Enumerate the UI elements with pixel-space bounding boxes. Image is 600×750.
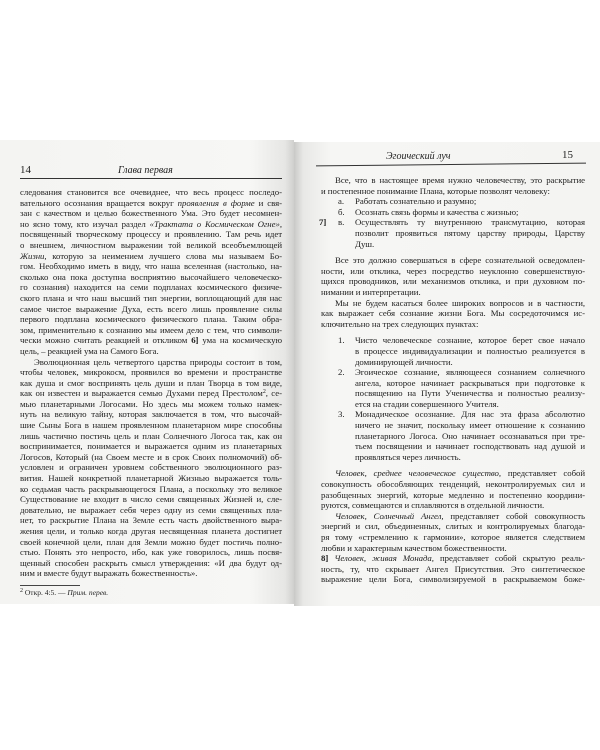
text-line [321,543,585,554]
text-line [20,314,282,325]
text-segment: позволит проявиться пятому царству природы, Царству [355,227,585,238]
text-line [321,511,585,522]
text-line [355,367,585,378]
text-line [321,532,585,543]
text-segment: , се- [265,388,283,399]
text-segment: своей конечной цели, план для Земли можно будет постичь полно- [20,536,282,547]
text-segment: жения цели, и только когда другая несвященная планета достигнет [20,526,282,536]
list-marker: а. [338,196,345,207]
text-line [355,452,585,463]
text-segment: Мы не будем касаться более широких вопросов и в частности, [335,297,585,308]
text-segment: первого подплана космического физического плана. Таким обра- [20,314,282,325]
text-segment: энергий и сил, объединенных, слитых и контролируемых благода- [321,521,585,532]
text-segment: Человек, среднее человеческое существо, [335,468,502,479]
text-line [321,298,585,309]
text-line [20,484,282,495]
text-segment: Душ. [355,238,375,249]
text-line [321,521,585,532]
paragraph [321,298,585,330]
text-line [355,335,585,346]
text-line [20,526,282,537]
text-line [20,261,282,272]
text-line [20,558,282,569]
text-segment: посвященный творческому процессу и проявлению. Там речь идет [20,229,282,240]
paragraph [20,357,282,579]
text-line [321,553,585,564]
text-segment: Осуществлять ту внутреннюю трансмутацию, которая [355,217,585,228]
text-segment: стью. Понять это непросто, ибо, как уже говорилось, лишь посвя- [20,547,282,558]
footnote-text: Откр. 4:5. — [23,588,68,597]
text-segment: о внешнем, личностном выражении той великой всеобъемлющей [20,239,282,250]
text-segment: Существование не входит в число семи священных Жизней и, сле- [20,494,282,505]
text-line [321,255,585,266]
text-segment: ется на стадии совершенного Учителя. [355,398,499,409]
text-segment: чтобы человек, микрокосм, проявился во времени и пространстве [20,367,282,378]
text-line [355,388,585,399]
text-segment: Чисто человеческое сознание, которое берет свое начало [355,335,585,346]
footnote [20,588,108,597]
text-line [355,441,585,452]
text-line [355,346,585,357]
text-segment: Эволюционная цель четвертого царства природы состоит в том, [34,356,282,367]
text-segment: и постепенное понимание Плана, которые позволят человеку: [321,185,550,196]
text-line [20,537,282,548]
text-segment: совокупность обособляющих тенденций, неконтролируемых сил и [321,479,585,490]
text-segment: проявляться через личность. [355,451,461,462]
text-segment: зан с качеством и целью божественного Ума. Это будет несомнен- [20,208,282,219]
text-segment: и свя- [254,197,282,208]
text-segment: представляет собой [501,468,585,479]
text-segment: Эгоическое сознание, являющееся сознанием солнечного [355,367,585,378]
paragraph [321,553,585,585]
text-segment: как душа и смог воспринять цель души и план Творца в том виде, [20,377,282,388]
text-line [355,399,585,410]
text-line [355,207,585,218]
text-segment: довательно, не выражает себя через одну из семи священных пла- [20,504,282,515]
text-segment: ним и вместе будут выражать божественность». [20,568,198,579]
text-segment: Жизни [20,250,45,261]
text-segment: как он известен и выражается семью Духами перед Престолом [20,388,263,399]
text-line [20,240,282,251]
text-line [20,198,282,209]
text-line [20,431,282,442]
text-line [321,319,585,330]
text-segment: сколько она пока доступна восприятию высочайшего человеческо- [20,271,282,282]
text-line [20,441,282,452]
list-marker: 3. [338,409,345,420]
text-segment: , которую за неимением лучшего слова мы называем Бо- [44,250,282,261]
text-line [20,208,282,219]
text-segment: ничего не значит, поскольку имеет отношение к сознанию [355,420,585,431]
text-line [321,564,585,575]
text-line [20,272,282,283]
footnote-mark: 2 [20,588,23,594]
paragraph [321,255,585,297]
text-segment: как выражает себя сознание жизни Бога. Мы сосредоточимся ис- [321,308,585,319]
text-segment: Логосов, Который (на Своем месте и в срок Своих полномочий) об- [20,451,282,462]
text-segment: Все, что в настоящее время нужно человечеству, это раскрытие [335,175,585,185]
text-segment: самое чистое выражение Духа, есть всего лишь проявление силы [20,303,282,314]
text-segment: зом, применительно к сознанию мы имеем дело с тем, что символи- [20,324,282,335]
text-line [20,229,282,240]
paragraph [20,187,282,357]
text-line [20,282,282,293]
text-line [355,239,585,250]
text-segment: гом. Необходимо иметь в виду, что наша вселенная (настолько, на- [20,261,282,272]
text-segment: щихся проводников, или механизмов отклика, и при духовном по- [321,276,585,287]
list-marker: в. [338,217,345,228]
text-line [321,266,585,277]
text-segment: ского плана и что наш высший тип энергии, воплощающий для нас [20,292,282,303]
text-segment: го сознания) находится на семи подпланах космического физиче- [20,282,282,293]
text-segment: доминирующей личности. [355,356,453,367]
text-line [20,494,282,505]
text-segment: лишь частично постичь цель и план Солнечного Логоса так, как он [20,430,282,441]
list-marker: 2. [338,367,345,378]
original-page-marker: 6] [191,335,199,346]
text-line [355,431,585,442]
text-segment: представляет собой скрытую реаль- [433,553,585,564]
list-item [321,207,585,218]
running-title: Эгоический луч [386,151,451,162]
text-segment: но ясно тому, кто изучал раздел [20,218,150,229]
text-line [20,335,282,346]
text-segment: нимании и интерпретации. [321,286,421,297]
left-page [0,140,294,604]
text-line [20,462,282,473]
page-number: 14 [20,164,31,176]
text-line [355,196,585,207]
text-line [20,452,282,463]
text-line [20,251,282,262]
text-line [20,568,282,579]
text-segment: ность, ту, что скрывает Ангел Присутствия. Это синтетическое [321,563,585,574]
text-segment: посвящению на Пути Ученичества и полностью реализу- [355,388,585,399]
text-line [20,304,282,315]
text-segment: планетарного Логоса. Оно начинает осознаваться при тре- [355,430,585,441]
list-item [321,196,585,207]
paragraph [321,468,585,510]
text-segment: ума на космическую [198,335,282,346]
text-line [20,293,282,304]
text-line [20,388,282,399]
paragraph [321,511,585,553]
text-segment: ности, или отклика, через посредство неуклонно совершенствую- [321,265,585,276]
footnote-note: Прим. перев. [67,588,109,597]
text-line [20,219,282,230]
original-page-marker: 7] [319,217,327,228]
text-line [321,276,585,287]
text-segment: нуть на великую тайну, которая заключается в том, что высочай- [20,409,282,420]
text-segment: представляет собой совокупность [443,510,585,521]
text-line [355,357,585,368]
list-item [321,335,585,367]
text-line [20,515,282,526]
text-segment: условлен и ограничен уровнем собственного эволюционного раз- [20,462,282,473]
text-line [20,367,282,378]
text-segment: Монадическое осознание. Для нас эта фраза абсолютно [355,409,585,420]
right-page [294,142,600,606]
paragraph [321,175,585,196]
text-line [355,228,585,239]
text-line [20,505,282,516]
text-line [355,217,585,228]
list [321,196,585,249]
text-segment: Работать сознательно и разумно; [355,196,477,207]
list-marker: б. [338,206,345,217]
text-line [321,308,585,319]
text-segment: Человек, Солнечный Ангел, [335,510,444,521]
text-segment: любви и характерным качеством божественности. [321,542,507,553]
text-line [321,500,585,511]
text-segment: следования становится все очевиднее, что весь процесс последо- [20,187,282,197]
list-item [321,217,585,249]
text-line [20,547,282,558]
text-segment: ко седьмая часть раскрывающегося Плана, а поскольку это великое [20,483,282,494]
header-rule [20,178,282,179]
header-rule [316,163,586,167]
text-segment: «Трактата о Космическом Огне» [149,218,280,229]
text-segment: шие Сыны Бога в нашем проявленном планетарном мире способны [20,420,282,431]
text-line [20,420,282,431]
text-segment: разобщенных энергий, которые медленно и постепенно координи- [321,489,585,500]
text-line [20,409,282,420]
text-line [20,378,282,389]
page-number: 15 [562,149,573,161]
text-segment: Все это должно совершаться в сфере сознательной осведомлен- [335,255,585,266]
text-line [20,399,282,410]
text-segment: мью планетарными Логосами. Но здесь мы можем только намек- [20,398,282,409]
text-segment: руются, совмещаются и сплавляются в отдельной личности. [321,500,545,511]
text-line [355,378,585,389]
text-line [355,420,585,431]
text-line [321,175,585,186]
text-line [321,287,585,298]
text-segment: ангела, которое начинает раскрываться при подготовке к [355,377,585,388]
text-segment: в процессе индивидуализации и полностью реализуется в [355,345,585,356]
text-line [321,574,585,585]
footnote-rule [20,585,80,586]
text-segment: чески можно считать реакцией и откликом [20,335,192,346]
text-line [321,490,585,501]
text-segment: Человек, живая Монада, [334,553,434,564]
text-segment: выражение цели Бога, символизируемой в раскрываемом боже- [321,574,585,585]
text-segment: , [279,218,282,229]
text-line [321,468,585,479]
text-segment: воспринимается, понимается и выражается одним из планетарных [20,441,282,452]
text-segment: вательного осознания вращается вокруг [20,197,178,208]
left-page-text [20,187,282,579]
list-item [321,409,585,462]
list-marker: 1. [338,335,345,346]
text-segment: проявления в форме [177,197,255,208]
text-segment: вития. Нашей конкретной планетарной Жизнью выражается толь- [20,473,282,484]
running-title: Глава первая [118,165,173,176]
text-segment: Осознать связь формы и качества с жизнью; [355,206,519,217]
list [321,335,585,462]
text-line [321,186,585,197]
text-segment: ря тому «стремлению к гармонии», которое является следствием [321,532,585,542]
text-segment: щенный способен раскрыть смысл утверждения: «И два будут од- [20,557,282,568]
text-line [20,187,282,198]
text-line [20,357,282,368]
text-line [355,409,585,420]
text-segment: тьем посвящении и начинает господствовать над душой и [355,441,585,452]
text-line [20,346,282,357]
text-line [321,479,585,490]
original-page-marker: 8] [321,553,329,564]
text-line [20,473,282,484]
text-line [20,325,282,336]
text-segment: нет, то раскрытие Плана на Земле есть часть двойственного выра- [20,515,282,526]
text-segment: ключительно на трех следующих пунктах: [321,318,479,329]
list-item [321,367,585,409]
footnote-reference: 2 [262,389,266,396]
right-page-text [321,175,585,585]
text-segment: цель, – реакцией ума на Самого Бога. [20,345,159,356]
